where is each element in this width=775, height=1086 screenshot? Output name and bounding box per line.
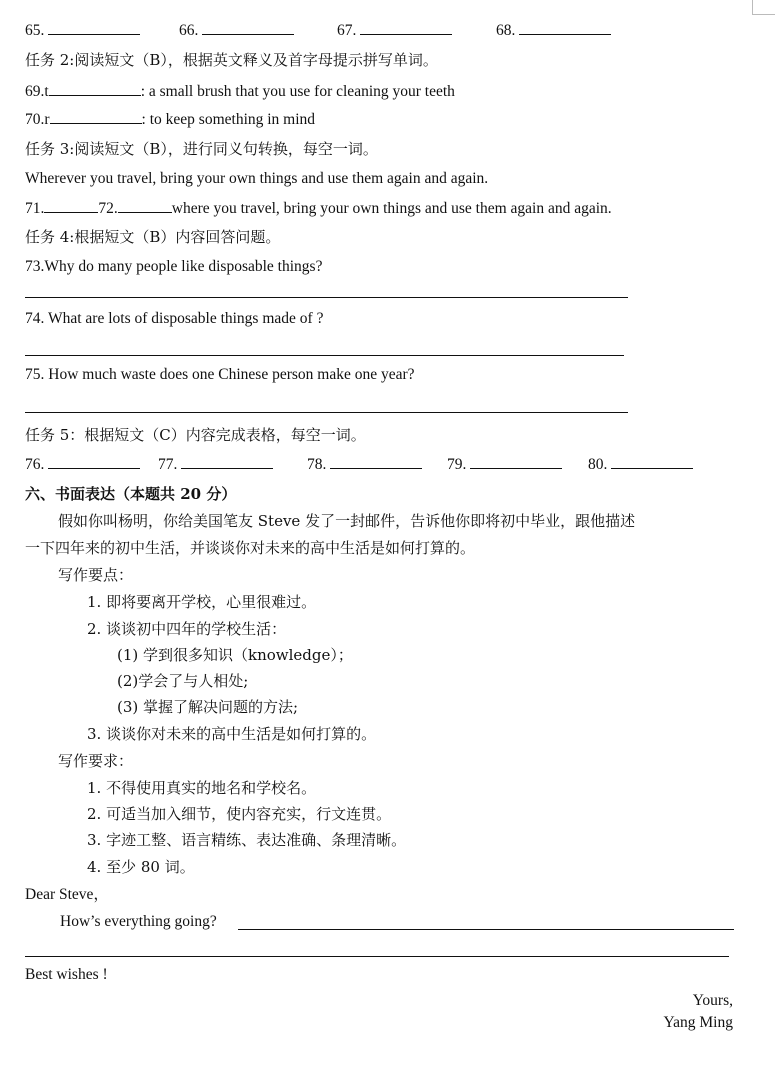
letter-closing: Best wishes ! (25, 966, 108, 983)
point-3: 3. 谈谈你对未来的高中生活是如何打算的。 (87, 725, 377, 743)
requirement-3: 3. 字迹工整、语言精练、表达准确、条理清晰。 (87, 831, 407, 849)
requirement-1: 1. 不得使用真实的地名和学校名。 (87, 779, 317, 797)
question-74: 74. What are lots of disposable things made of ? (25, 310, 324, 327)
task2-title: 任务 2:阅读短文（B），根据英文释义及首字母提示拼写单词。 (25, 51, 438, 69)
blank-item (158, 454, 273, 475)
section6-title: 六、书面表达（本题共 20 分） (25, 485, 237, 503)
answer-blank[interactable] (181, 454, 273, 469)
points-title: 写作要点： (58, 566, 134, 584)
letter-signature: Yang Ming (663, 1014, 733, 1031)
q72-rest: where you travel, bring your own things and use them again and again. (171, 200, 612, 217)
task3-title: 任务 3:阅读短文（B），进行同义句转换，每空一词。 (25, 140, 378, 158)
point-1: 1. 即将要离开学校，心里很难过。 (87, 593, 317, 611)
question-number: 76. (25, 456, 45, 473)
answer-blank[interactable] (611, 454, 693, 469)
blank-item (179, 20, 294, 41)
answer-blank-69[interactable] (49, 81, 141, 96)
answer-blank[interactable] (48, 454, 140, 469)
question-75: 75. How much waste does one Chinese person make one year? (25, 366, 415, 383)
question-70 (25, 109, 315, 130)
blank-item (337, 20, 452, 41)
letter-yours: Yours, (692, 992, 733, 1009)
question-number: 77. (158, 456, 178, 473)
question-69 (25, 81, 455, 102)
requirements-title: 写作要求： (58, 752, 134, 770)
requirement-4: 4. 至少 80 词。 (87, 858, 195, 876)
answer-blank[interactable] (48, 20, 140, 35)
question-number: 65. (25, 22, 45, 39)
q70-prefix: 70.r (25, 111, 50, 128)
answer-blank-72[interactable] (118, 198, 172, 213)
answer-blank[interactable] (202, 20, 294, 35)
task4-title: 任务 4:根据短文（B）内容回答问题。 (25, 228, 281, 246)
q69-definition: : a small brush that you use for cleaning your teeth (140, 83, 455, 100)
q72-number: 72. (98, 200, 118, 217)
answer-line-73[interactable] (25, 297, 628, 298)
blank-item (588, 454, 693, 475)
question-number: 68. (496, 22, 516, 39)
answer-blank-70[interactable] (50, 109, 142, 124)
writing-line-1[interactable] (238, 929, 734, 930)
q70-definition: : to keep something in mind (141, 111, 316, 128)
question-number: 67. (337, 22, 357, 39)
blank-item (25, 20, 140, 41)
answer-blank[interactable] (519, 20, 611, 35)
blank-item (447, 454, 562, 475)
blank-item (307, 454, 422, 475)
requirement-2: 2. 可适当加入细节，使内容充实，行文连贯。 (87, 805, 392, 823)
question-71-72 (25, 198, 612, 219)
point-2-2: (2)学会了与人相处; (117, 672, 249, 690)
answer-line-74[interactable] (25, 355, 624, 356)
answer-blank[interactable] (470, 454, 562, 469)
question-number: 78. (307, 456, 327, 473)
point-2-1: (1) 学到很多知识（knowledge）； (117, 646, 353, 664)
question-number: 66. (179, 22, 199, 39)
question-73: 73.Why do many people like disposable things? (25, 258, 323, 275)
intro-line-1: 假如你叫杨明，你给美国笔友 Steve 发了一封邮件，告诉他你即将初中毕业，跟他描述 (58, 512, 636, 530)
answer-blank[interactable] (360, 20, 452, 35)
answer-line-75[interactable] (25, 412, 628, 413)
point-2: 2. 谈谈初中四年的学校生活： (87, 620, 287, 638)
blank-item (25, 454, 140, 475)
task5-title: 任务 5：根据短文（C）内容完成表格，每空一词。 (25, 426, 366, 444)
intro-line-2: 一下四年来的初中生活，并谈谈你对未来的高中生活是如何打算的。 (25, 539, 476, 557)
letter-opening: How’s everything going? (60, 913, 217, 930)
letter-greeting: Dear Steve， (25, 886, 109, 903)
point-2-3: (3) 掌握了解决问题的方法; (117, 698, 299, 716)
q71-number: 71. (25, 200, 45, 217)
q69-prefix: 69.t (25, 83, 49, 100)
task3-sentence: Wherever you travel, bring your own things and use them again and again. (25, 170, 489, 187)
question-number: 79. (447, 456, 467, 473)
page-corner-mark (752, 0, 775, 15)
blank-item (496, 20, 611, 41)
question-number: 80. (588, 456, 608, 473)
answer-blank-71[interactable] (44, 198, 98, 213)
writing-line-2[interactable] (25, 956, 729, 957)
answer-blank[interactable] (330, 454, 422, 469)
